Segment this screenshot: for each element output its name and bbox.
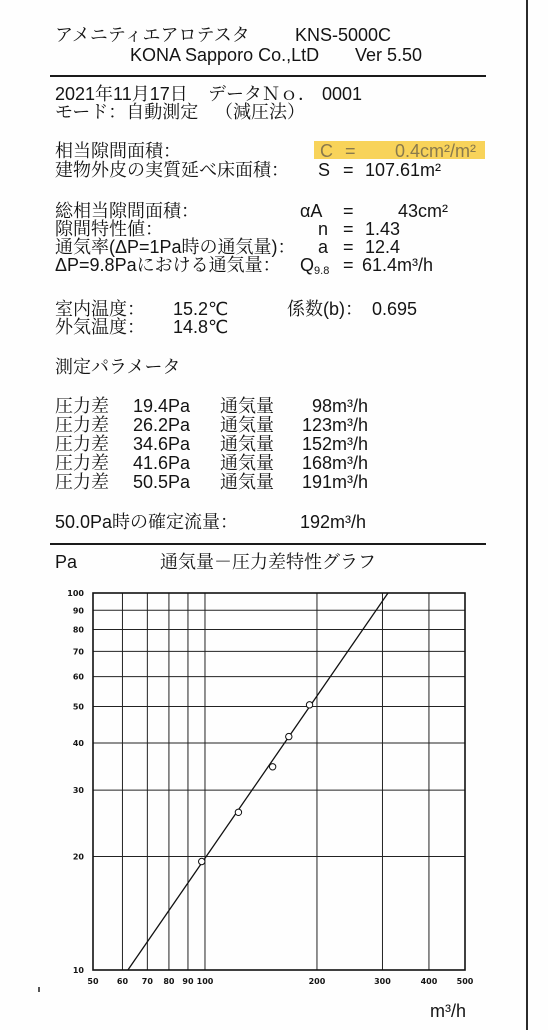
measurement-date: 2021年11月17日 xyxy=(55,84,188,104)
flow-label: 通気量 xyxy=(220,415,274,435)
leakage-exponent-symbol: n xyxy=(318,219,329,239)
result-row-q xyxy=(0,256,548,275)
total-leakage-area-equals: = xyxy=(343,201,354,221)
pressure-value: 19.4Pa xyxy=(133,396,191,416)
maker-name: KONA Sapporo Co.,LtD xyxy=(130,45,320,65)
flow-value: 123m³/h xyxy=(301,415,368,435)
flow-label: 通気量 xyxy=(220,396,274,416)
floor-area-equals: = xyxy=(343,160,354,180)
data-point xyxy=(306,702,312,708)
x-tick-label: 400 xyxy=(420,977,438,986)
x-tick-label: 60 xyxy=(116,977,129,986)
outdoor-temp-line xyxy=(0,318,548,337)
flow-label: 通気量 xyxy=(220,472,274,492)
data-point xyxy=(199,858,205,864)
flow-at-9-8pa-symbol-group xyxy=(300,256,329,281)
result-row-s xyxy=(0,161,548,180)
chart-y-unit-label: Pa xyxy=(55,552,78,572)
model-number: KNS-5000C xyxy=(295,25,392,45)
air-permeability-value: 12.4 xyxy=(365,237,401,257)
data-point xyxy=(235,809,241,815)
indoor-temp-label: 室内温度： xyxy=(55,299,145,319)
y-tick-label: 70 xyxy=(72,647,84,657)
flow-at-9-8pa-value: 61.4m³/h xyxy=(362,255,434,275)
equivalent-leakage-area-label: 相当隙間面積： xyxy=(55,141,181,161)
outdoor-temp-label: 外気温度： xyxy=(55,317,145,337)
data-number: 0001 xyxy=(322,84,363,104)
measurement-mode: モード：自動測定 xyxy=(55,102,199,122)
leakage-exponent-value: 1.43 xyxy=(365,219,401,239)
header-line-maker xyxy=(0,46,548,65)
firmware-version: Ver 5.50 xyxy=(355,45,423,65)
x-tick-label: 90 xyxy=(182,977,194,986)
leakage-exponent-label: 隙間特性値： xyxy=(55,219,163,239)
flow-label: 通気量 xyxy=(220,434,274,454)
flow-value: 152m³/h xyxy=(301,434,368,454)
param-row xyxy=(0,397,548,416)
scan-mark xyxy=(38,987,40,992)
x-tick-label: 80 xyxy=(163,977,175,986)
x-tick-label: 100 xyxy=(196,977,214,986)
pressure-label: 圧力差 xyxy=(55,453,109,473)
pressure-value: 50.5Pa xyxy=(133,472,191,492)
data-point xyxy=(286,733,292,739)
x-tick-label: 500 xyxy=(456,977,474,986)
leakage-exponent-equals: = xyxy=(343,219,354,239)
confirmed-flow-value: 192m³/h xyxy=(300,512,367,532)
y-tick-label: 50 xyxy=(72,702,84,712)
param-row xyxy=(0,435,548,454)
indoor-temp-value: 15.2℃ xyxy=(173,299,229,319)
x-tick-label: 70 xyxy=(141,977,153,986)
flow-pressure-chart xyxy=(55,585,475,995)
chart-x-unit-line xyxy=(0,1002,548,1021)
air-permeability-equals: = xyxy=(343,237,354,257)
chart-header-line xyxy=(0,553,548,572)
floor-area-symbol: S xyxy=(318,160,331,180)
pressure-value: 34.6Pa xyxy=(133,434,191,454)
flow-value: 168m³/h xyxy=(301,453,368,473)
data-number-label: データＮｏ． xyxy=(208,84,316,104)
parameters-title-line xyxy=(0,358,548,377)
air-permeability-symbol: a xyxy=(318,237,329,257)
data-point xyxy=(269,764,275,770)
flow-at-9-8pa-subscript: 9.8 xyxy=(314,265,330,277)
equivalent-leakage-area-equals: = xyxy=(345,141,356,161)
chart-title: 通気量－圧力差特性グラフ xyxy=(160,552,376,572)
air-permeability-label: 通気率(ΔP=1Pa時の通気量)： xyxy=(55,237,296,257)
pressure-label: 圧力差 xyxy=(55,415,109,435)
pressure-label: 圧力差 xyxy=(55,396,109,416)
confirmed-flow-label: 50.0Pa時の確定流量： xyxy=(55,512,239,532)
y-tick-label: 80 xyxy=(72,625,84,635)
confirmed-flow-line xyxy=(0,513,548,532)
floor-area-label: 建物外皮の実質延べ床面積： xyxy=(55,160,289,180)
y-tick-label: 30 xyxy=(72,786,84,796)
coefficient-b-value: 0.695 xyxy=(372,299,418,319)
y-tick-label: 90 xyxy=(72,606,84,616)
product-name: アメニティエアロテスタ xyxy=(55,25,250,45)
flow-at-9-8pa-equals: = xyxy=(343,255,354,275)
pressure-value: 41.6Pa xyxy=(133,453,191,473)
flow-at-9-8pa-label: ΔP=9.8Paにおける通気量： xyxy=(55,255,281,275)
total-leakage-area-label: 総相当隙間面積： xyxy=(55,201,199,221)
chart-divider xyxy=(50,543,486,545)
parameters-title: 測定パラメータ xyxy=(55,357,181,377)
equivalent-leakage-area-value: 0.4cm²/m² xyxy=(395,141,476,161)
header-line-product xyxy=(0,26,548,45)
coefficient-b-label: 係数(b)： xyxy=(287,299,363,319)
flow-label: 通気量 xyxy=(220,453,274,473)
flow-value: 98m³/h xyxy=(311,396,368,416)
equivalent-leakage-area-symbol: C xyxy=(320,141,333,161)
y-tick-label: 40 xyxy=(72,739,84,749)
y-tick-label: 10 xyxy=(72,966,84,975)
mode-line xyxy=(0,103,548,122)
measurement-method: （減圧法） xyxy=(215,102,305,122)
pressure-value: 26.2Pa xyxy=(133,415,191,435)
y-tick-label: 60 xyxy=(72,672,84,682)
y-tick-label: 20 xyxy=(72,852,84,862)
pressure-label: 圧力差 xyxy=(55,434,109,454)
chart-x-unit-label: m³/h xyxy=(430,1001,466,1021)
fit-line xyxy=(128,593,388,970)
plot-frame xyxy=(93,593,465,970)
x-tick-label: 50 xyxy=(87,977,99,986)
floor-area-value: 107.61m² xyxy=(365,160,442,180)
header-divider xyxy=(50,75,486,77)
param-row xyxy=(0,473,548,492)
param-row xyxy=(0,416,548,435)
flow-at-9-8pa-symbol: Q xyxy=(300,255,315,275)
total-leakage-area-symbol: αA xyxy=(300,201,323,221)
x-tick-label: 300 xyxy=(374,977,391,986)
x-tick-label: 200 xyxy=(308,977,326,986)
flow-value: 191m³/h xyxy=(301,472,368,492)
outdoor-temp-value: 14.8℃ xyxy=(173,317,229,337)
total-leakage-area-value: 43cm² xyxy=(398,201,449,221)
param-row xyxy=(0,454,548,473)
result-row-c xyxy=(0,142,548,161)
y-tick-label: 100 xyxy=(67,589,84,598)
pressure-label: 圧力差 xyxy=(55,472,109,492)
